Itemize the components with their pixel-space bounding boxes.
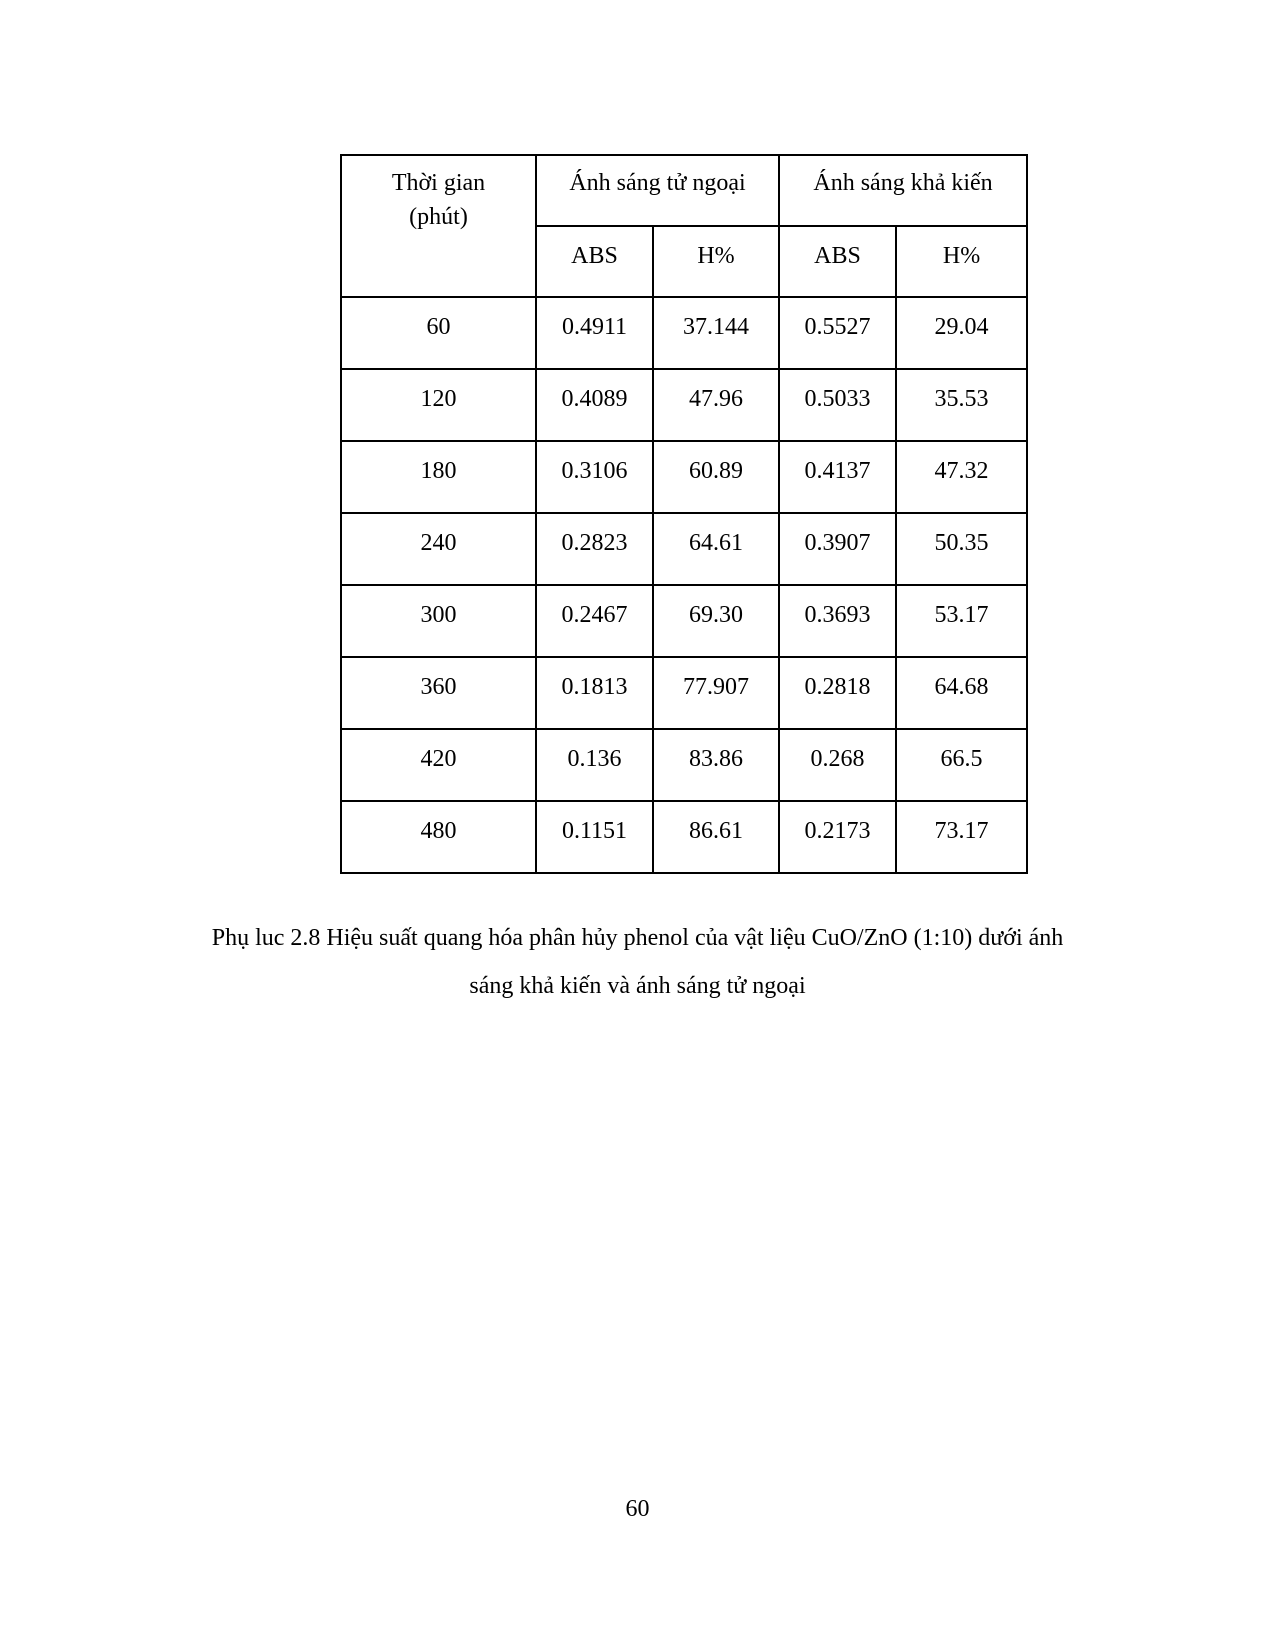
uv-h-cell: 77.907 [653,657,779,729]
uv-group-header: Ánh sáng tử ngoại [536,155,779,226]
uv-h-cell: 64.61 [653,513,779,585]
time-cell: 60 [341,297,536,369]
uv-abs-cell: 0.1151 [536,801,653,873]
visible-h-cell: 64.68 [896,657,1027,729]
time-cell: 360 [341,657,536,729]
uv-abs-cell: 0.3106 [536,441,653,513]
uv-h-cell: 69.30 [653,585,779,657]
uv-h-cell: 86.61 [653,801,779,873]
table-row [341,657,1027,729]
time-cell: 240 [341,513,536,585]
uv-h-cell: 47.96 [653,369,779,441]
visible-abs-cell: 0.2818 [779,657,896,729]
time-header-line1: Thời gian [391,170,486,196]
uv-h-cell: 83.86 [653,729,779,801]
uv-h-cell: 37.144 [653,297,779,369]
visible-abs-cell: 0.3907 [779,513,896,585]
visible-abs-cell: 0.5527 [779,297,896,369]
visible-h-header: H% [896,226,1027,297]
time-cell: 180 [341,441,536,513]
table-row [341,513,1027,585]
table-row [341,729,1027,801]
time-cell: 120 [341,369,536,441]
time-cell: 480 [341,801,536,873]
visible-abs-cell: 0.268 [779,729,896,801]
visible-group-header: Ánh sáng khả kiến [779,155,1027,226]
caption-line1: Phụ luc 2.8 Hiệu suất quang hóa phân hủy phenol của vật liệu CuO/ZnO (1:10) dưới ánh [211,925,1064,951]
table-row [341,801,1027,873]
visible-h-cell: 53.17 [896,585,1027,657]
visible-abs-cell: 0.4137 [779,441,896,513]
time-cell: 420 [341,729,536,801]
page-number: 60 [625,1496,650,1522]
uv-abs-cell: 0.4089 [536,369,653,441]
uv-h-header: H% [653,226,779,297]
uv-abs-header: ABS [536,226,653,297]
caption-line2: sáng khả kiến và ánh sáng tử ngoại [469,973,806,999]
uv-abs-cell: 0.4911 [536,297,653,369]
visible-h-cell: 73.17 [896,801,1027,873]
table-caption [150,914,1125,1010]
uv-abs-cell: 0.1813 [536,657,653,729]
visible-h-cell: 29.04 [896,297,1027,369]
visible-abs-cell: 0.2173 [779,801,896,873]
visible-abs-header: ABS [779,226,896,297]
uv-abs-cell: 0.136 [536,729,653,801]
uv-abs-cell: 0.2467 [536,585,653,657]
uv-h-cell: 60.89 [653,441,779,513]
table-row [341,585,1027,657]
visible-h-cell: 47.32 [896,441,1027,513]
table-row [341,369,1027,441]
visible-h-cell: 66.5 [896,729,1027,801]
table-row [341,441,1027,513]
time-header [341,155,536,297]
time-header-line2: (phút) [409,204,468,230]
time-cell: 300 [341,585,536,657]
visible-abs-cell: 0.5033 [779,369,896,441]
table-row [341,297,1027,369]
results-table [340,154,1028,874]
visible-abs-cell: 0.3693 [779,585,896,657]
uv-abs-cell: 0.2823 [536,513,653,585]
visible-h-cell: 35.53 [896,369,1027,441]
visible-h-cell: 50.35 [896,513,1027,585]
